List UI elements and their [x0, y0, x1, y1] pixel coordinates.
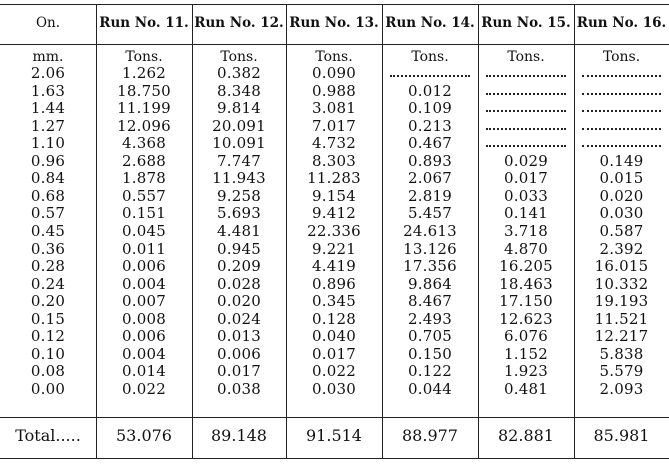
screen-size-cell: 0.84 [30, 169, 66, 188]
empty-cell-leader [486, 110, 566, 112]
table-rule [0, 458, 669, 459]
tonnage-cell: 2.392 [599, 239, 644, 258]
tonnage-cell: 0.017 [504, 169, 548, 188]
column-unit: mm. [32, 49, 64, 65]
tonnage-cell: 5.457 [408, 204, 452, 223]
tonnage-cell: 0.022 [122, 379, 166, 398]
tonnage-cell: 1.152 [504, 344, 548, 363]
column-header: Run No. 12. [194, 15, 284, 31]
tonnage-cell: 0.030 [312, 379, 356, 398]
column-header: Run No. 16. [576, 15, 667, 31]
tonnage-cell: 0.109 [408, 99, 452, 118]
tonnage-cell: 0.045 [122, 221, 166, 240]
tonnage-cell: 0.122 [408, 362, 452, 381]
empty-cell-leader [486, 93, 566, 95]
total-cell: 85.981 [593, 426, 650, 445]
tonnage-cell: 0.014 [122, 362, 166, 381]
tonnage-cell: 0.149 [599, 151, 644, 170]
tonnage-cell: 1.262 [122, 64, 166, 82]
tonnage-cell: 13.126 [403, 239, 457, 258]
tonnage-cell: 6.076 [504, 327, 548, 346]
tonnage-cell: 0.007 [122, 292, 166, 311]
tonnage-cell: 11.283 [307, 169, 361, 188]
screen-size-cell: 1.10 [30, 134, 66, 153]
column-header: Run No. 13. [289, 15, 379, 31]
tonnage-cell: 11.521 [594, 309, 649, 328]
tonnage-cell: 0.030 [599, 204, 644, 223]
tonnage-cell: 0.044 [408, 379, 452, 398]
tonnage-cell: 0.040 [312, 327, 356, 346]
tonnage-cell: 0.893 [408, 151, 452, 170]
screen-size-cell: 2.06 [30, 64, 66, 82]
screen-size-cell: 0.08 [30, 362, 66, 381]
total-cell: 89.148 [211, 426, 267, 445]
tonnage-cell: 0.090 [312, 64, 356, 82]
tonnage-cell: 0.011 [122, 239, 166, 258]
tonnage-cell: 18.463 [499, 274, 553, 293]
tonnage-cell: 0.467 [408, 134, 452, 153]
tonnage-cell: 9.154 [312, 186, 356, 205]
tonnage-cell: 8.467 [408, 292, 452, 311]
screen-size-cell: 1.63 [30, 81, 66, 100]
screen-size-cell: 0.10 [30, 344, 66, 363]
screen-size-cell: 1.27 [30, 116, 66, 135]
tonnage-cell: 5.693 [217, 204, 261, 223]
column-unit: Tons. [411, 49, 449, 65]
tonnage-cell: 0.017 [217, 362, 261, 381]
tonnage-cell: 0.008 [122, 309, 166, 328]
tonnage-cell: 0.024 [217, 309, 261, 328]
tonnage-cell: 1.878 [122, 169, 166, 188]
tonnage-cell: 4.481 [217, 221, 261, 240]
column-header: Run No. 14. [385, 15, 475, 31]
tonnage-cell: 19.193 [594, 292, 649, 311]
tonnage-cell: 0.006 [122, 327, 166, 346]
tonnage-cell: 0.150 [408, 344, 452, 363]
empty-cell-leader [486, 75, 566, 77]
column-unit: Tons. [507, 49, 545, 65]
empty-cell-leader [582, 110, 661, 112]
screen-size-cell: 0.15 [30, 309, 66, 328]
tonnage-cell: 0.209 [217, 257, 261, 276]
tonnage-cell: 0.151 [122, 204, 166, 223]
table-rule [0, 44, 669, 45]
tonnage-cell: 0.128 [312, 309, 356, 328]
total-cell: 88.977 [402, 426, 458, 445]
tonnage-cell: 10.332 [594, 274, 649, 293]
screen-size-cell: 0.45 [30, 221, 66, 240]
tonnage-cell: 0.029 [504, 151, 548, 170]
tonnage-cell: 2.093 [599, 379, 644, 398]
tonnage-cell: 0.382 [217, 64, 261, 82]
tonnage-cell: 0.028 [217, 274, 261, 293]
tonnage-cell: 17.356 [403, 257, 457, 276]
tonnage-cell: 0.587 [599, 221, 644, 240]
tonnage-cell: 20.091 [212, 116, 266, 135]
screen-size-cell: 0.36 [30, 239, 66, 258]
tonnage-cell: 3.081 [312, 99, 356, 118]
screen-size-cell: 0.00 [30, 379, 66, 398]
tonnage-cell: 7.747 [217, 151, 261, 170]
screen-size-cell: 0.20 [30, 292, 66, 311]
screen-size-cell: 1.44 [30, 99, 66, 118]
tonnage-cell: 0.988 [312, 81, 356, 100]
tonnage-cell: 9.864 [408, 274, 452, 293]
tonnage-cell: 5.838 [599, 344, 644, 363]
tonnage-cell: 4.732 [312, 134, 356, 153]
tonnage-cell: 16.015 [594, 257, 649, 276]
empty-cell-leader [582, 145, 661, 147]
column-unit: Tons. [315, 49, 353, 65]
total-cell: 91.514 [306, 426, 362, 445]
column-unit: Tons. [125, 49, 163, 65]
screen-size-cell: 0.28 [30, 257, 66, 276]
tonnage-cell: 9.258 [217, 186, 261, 205]
total-label: Total..... [15, 426, 81, 445]
tonnage-cell: 9.412 [312, 204, 356, 223]
column-header: Run No. 11. [99, 15, 189, 31]
table-rule [0, 4, 669, 5]
tonnage-cell: 0.006 [217, 344, 261, 363]
tonnage-cell: 0.012 [408, 81, 452, 100]
tonnage-cell: 10.091 [212, 134, 266, 153]
tonnage-cell: 4.870 [504, 239, 548, 258]
tonnage-cell: 0.015 [599, 169, 644, 188]
tonnage-cell: 0.013 [217, 327, 261, 346]
empty-cell-leader [582, 93, 661, 95]
tonnage-cell: 0.945 [217, 239, 261, 258]
tonnage-cell: 1.923 [504, 362, 548, 381]
tonnage-cell: 8.348 [217, 81, 261, 100]
tonnage-cell: 22.336 [307, 221, 361, 240]
empty-cell-leader [582, 75, 661, 77]
tonnage-cell: 0.004 [122, 344, 166, 363]
column-unit: Tons. [220, 49, 258, 65]
tonnage-cell: 3.718 [504, 221, 548, 240]
tonnage-cell: 2.819 [408, 186, 452, 205]
screen-size-cell: 0.57 [30, 204, 66, 223]
tonnage-cell: 4.419 [312, 257, 356, 276]
tonnage-cell: 0.004 [122, 274, 166, 293]
column-header: Run No. 15. [481, 15, 571, 31]
tonnage-cell: 7.017 [312, 116, 356, 135]
tonnage-cell: 8.303 [312, 151, 356, 170]
empty-cell-leader [486, 128, 566, 130]
tonnage-cell: 0.017 [312, 344, 356, 363]
tonnage-cell: 24.613 [403, 221, 457, 240]
table-rule [0, 417, 669, 418]
tonnage-cell: 2.688 [122, 151, 166, 170]
tonnage-cell: 2.493 [408, 309, 452, 328]
tonnage-cell: 11.943 [212, 169, 266, 188]
total-cell: 82.881 [498, 426, 554, 445]
tonnage-cell: 9.221 [312, 239, 356, 258]
tonnage-cell: 0.020 [599, 186, 644, 205]
empty-cell-leader [582, 128, 661, 130]
tonnage-cell: 0.022 [312, 362, 356, 381]
tonnage-cell: 18.750 [117, 81, 171, 100]
tonnage-cell: 17.150 [499, 292, 553, 311]
tonnage-cell: 0.481 [504, 379, 548, 398]
tonnage-cell: 0.896 [312, 274, 356, 293]
tonnage-cell: 12.096 [117, 116, 171, 135]
tonnage-cell: 0.705 [408, 327, 452, 346]
screen-size-cell: 0.12 [30, 327, 66, 346]
column-header: On. [35, 15, 61, 31]
tonnage-cell: 16.205 [499, 257, 553, 276]
tonnage-cell: 12.217 [594, 327, 649, 346]
screen-size-cell: 0.96 [30, 151, 66, 170]
tonnage-cell: 0.033 [504, 186, 548, 205]
tonnage-cell: 0.038 [217, 379, 261, 398]
tonnage-cell: 0.557 [122, 186, 166, 205]
tonnage-cell: 0.213 [408, 116, 452, 135]
total-cell: 53.076 [116, 426, 172, 445]
column-unit: Tons. [602, 49, 641, 65]
tonnage-cell: 11.199 [117, 99, 171, 118]
tonnage-cell: 0.141 [504, 204, 548, 223]
tonnage-cell: 0.006 [122, 257, 166, 276]
tonnage-cell: 9.814 [217, 99, 261, 118]
tonnage-cell: 0.345 [312, 292, 356, 311]
tonnage-cell: 12.623 [499, 309, 553, 328]
empty-cell-leader [390, 75, 470, 77]
screen-size-cell: 0.24 [30, 274, 66, 293]
tonnage-cell: 4.368 [122, 134, 166, 153]
tonnage-cell: 0.020 [217, 292, 261, 311]
empty-cell-leader [486, 145, 566, 147]
tonnage-cell: 5.579 [599, 362, 644, 381]
tonnage-cell: 2.067 [408, 169, 452, 188]
screen-size-cell: 0.68 [30, 186, 66, 205]
